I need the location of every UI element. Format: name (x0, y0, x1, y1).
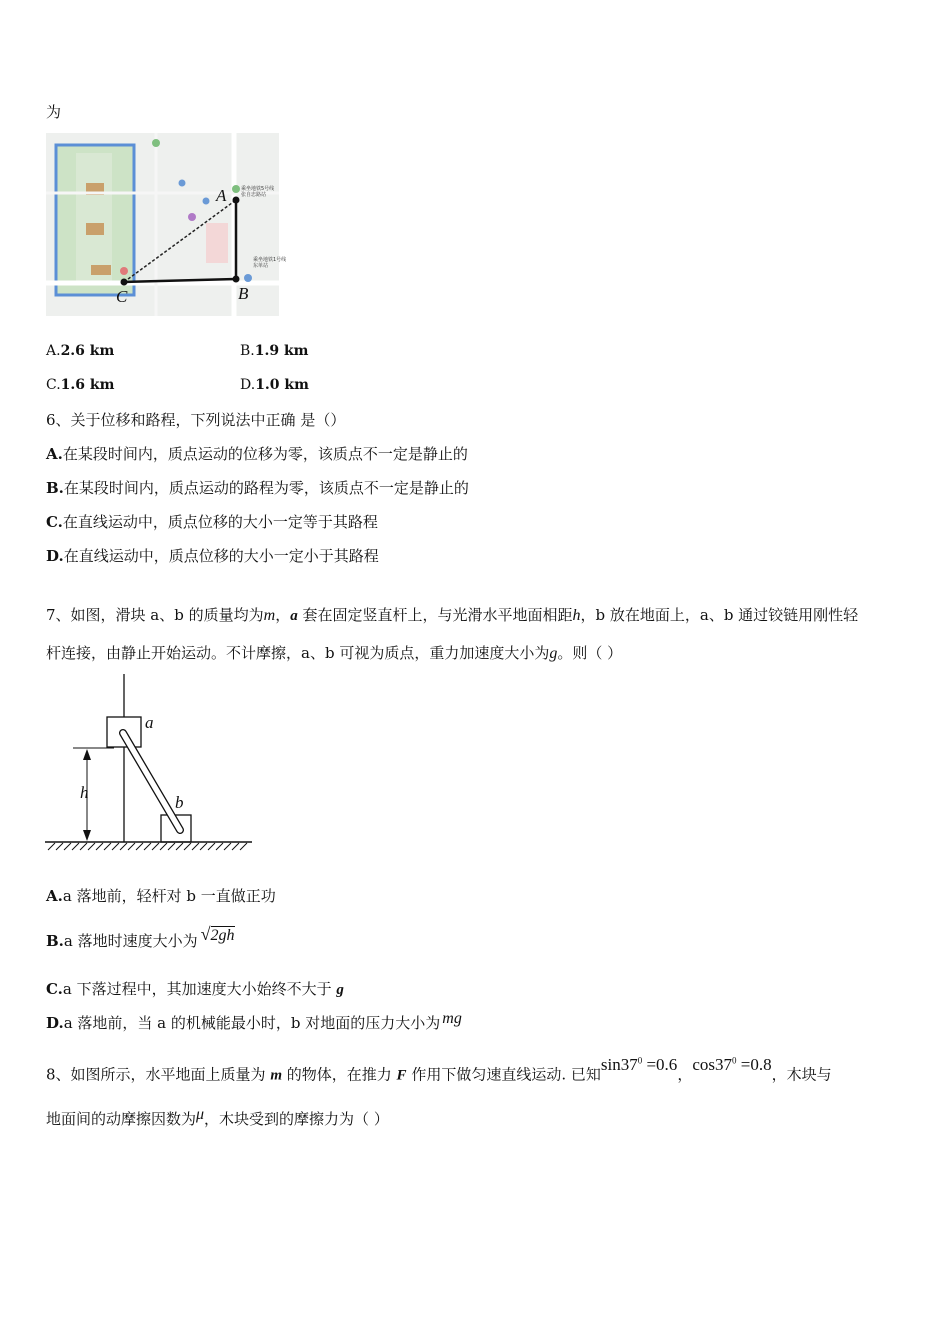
option-letter: B. (46, 932, 64, 950)
station-b-label: 东单站 (253, 263, 269, 269)
var-mg: mg (442, 1010, 462, 1027)
option-letter: C. (46, 377, 61, 393)
option-text: a 落地前，轻杆对 b 一直做正功 (62, 887, 276, 905)
var-f: F (396, 1067, 407, 1084)
var-g: g (336, 982, 344, 998)
option-value: 1.0 km (255, 377, 309, 393)
option-letter: D. (46, 547, 64, 565)
label-b: b (175, 793, 184, 812)
label-h: h (80, 783, 89, 802)
sqrt-content: 2gh (210, 927, 235, 944)
option-letter: B. (46, 479, 64, 497)
q7-option-b (46, 924, 235, 952)
option-value: 2.6 km (60, 343, 115, 359)
text: ， (677, 1065, 693, 1084)
q7-option-d (46, 1010, 462, 1034)
var-m: m (263, 607, 276, 624)
q5-option-b (240, 343, 309, 359)
q6-option-b (46, 478, 469, 498)
building-icon (86, 223, 104, 235)
text: ，木块与 (771, 1065, 832, 1084)
var-m: m (270, 1067, 282, 1084)
text: 地面间的动摩擦因数为 (46, 1110, 197, 1128)
arrow-up-icon (83, 749, 91, 760)
q5-option-c (46, 377, 114, 393)
option-letter: A. (46, 445, 63, 463)
q8-stem-line1 (46, 1054, 832, 1086)
option-text: a 下落过程中，其加速度大小始终不大于 (62, 980, 337, 998)
cos-value: =0.8 (736, 1054, 772, 1074)
text: 8、如图所示，水平地面上质量为 (46, 1065, 271, 1084)
option-letter: D. (46, 1014, 64, 1032)
text: 的物体，在推力 (282, 1065, 397, 1084)
var-g: g (549, 645, 558, 662)
label-b: B (238, 284, 249, 303)
text: ， (275, 606, 291, 624)
label-a: a (145, 713, 154, 732)
station-a-label: 张自忠路站 (241, 192, 267, 198)
var-h: h (572, 607, 581, 624)
text: 套在固定竖直杆上，与光滑水平地面相距 (297, 606, 573, 624)
text: ，b 放在地面上，a、b 通过铰链用刚性轻 (580, 606, 859, 624)
option-text: 在某段时间内，质点运动的路程为零，该质点不一定是静止的 (63, 479, 469, 497)
q6-stem: 6、关于位移和路程，下列说法中正确 是（） (46, 411, 346, 429)
cos-text: cos37 (692, 1054, 732, 1074)
option-letter: A. (46, 343, 61, 359)
sin-text: sin37 (600, 1054, 638, 1074)
text: 。则（ ） (557, 644, 623, 662)
q5-option-a (46, 343, 114, 359)
point-c (121, 279, 128, 286)
continuation-text: 为 (46, 103, 62, 121)
q7-option-c (46, 979, 344, 1000)
station-a-label: 乘坐地铁5号线 (241, 186, 275, 192)
point-a (233, 197, 240, 204)
text: 作用下做匀速直线运动. 已知 (406, 1065, 601, 1084)
superscript: 0 (637, 1055, 643, 1065)
q6-option-c (46, 512, 378, 532)
station-b-label: 乘坐地铁1号线 (253, 257, 287, 263)
q6-option-a (46, 444, 468, 464)
q7-figure (40, 672, 260, 854)
text: 7、如图，滑块 a、b 的质量均为 (46, 606, 264, 624)
text: 杆连接，由静止开始运动。不计摩擦，a、b 可视为质点，重力加速度大小为 (46, 644, 550, 662)
label-a: A (216, 186, 227, 205)
superscript: 0 (732, 1055, 737, 1065)
sqrt-icon: √ (200, 924, 211, 944)
sin-expression (601, 1055, 677, 1074)
option-text: 在直线运动中，质点位移的大小一定等于其路程 (62, 513, 378, 531)
option-letter: B. (240, 343, 255, 359)
q7-stem-line2 (46, 643, 622, 664)
q8-stem-line2 (46, 1106, 389, 1130)
option-value: 1.6 km (60, 377, 115, 393)
option-text: a 落地前，当 a 的机械能最小时，b 对地面的压力大小为 (63, 1014, 441, 1032)
option-letter: C. (46, 980, 63, 998)
option-letter: A. (46, 887, 63, 905)
q6-option-d (46, 546, 379, 566)
sin-value: =0.6 (642, 1054, 678, 1074)
var-a: a (290, 608, 298, 624)
option-value: 1.9 km (254, 343, 309, 359)
map-figure (46, 133, 287, 316)
point-b (233, 276, 240, 283)
option-letter: C. (46, 513, 63, 531)
arrow-down-icon (83, 830, 91, 841)
ground-hatching (48, 843, 247, 850)
option-text: 在某段时间内，质点运动的位移为零，该质点不一定是静止的 (62, 445, 468, 463)
q7-option-a (46, 886, 276, 906)
building-icon (91, 265, 111, 275)
option-text: 在直线运动中，质点位移的大小一定小于其路程 (63, 547, 379, 565)
text: ，木块受到的摩擦力为（ ） (204, 1110, 389, 1128)
sqrt-expression (201, 926, 235, 944)
q7-stem-line1 (46, 605, 858, 626)
cos-expression (692, 1055, 771, 1074)
option-text: a 落地时速度大小为 (63, 932, 198, 950)
q5-option-d (240, 377, 309, 393)
var-mu: μ (196, 1106, 205, 1123)
option-letter: D. (240, 377, 256, 393)
label-c: C (116, 287, 128, 306)
